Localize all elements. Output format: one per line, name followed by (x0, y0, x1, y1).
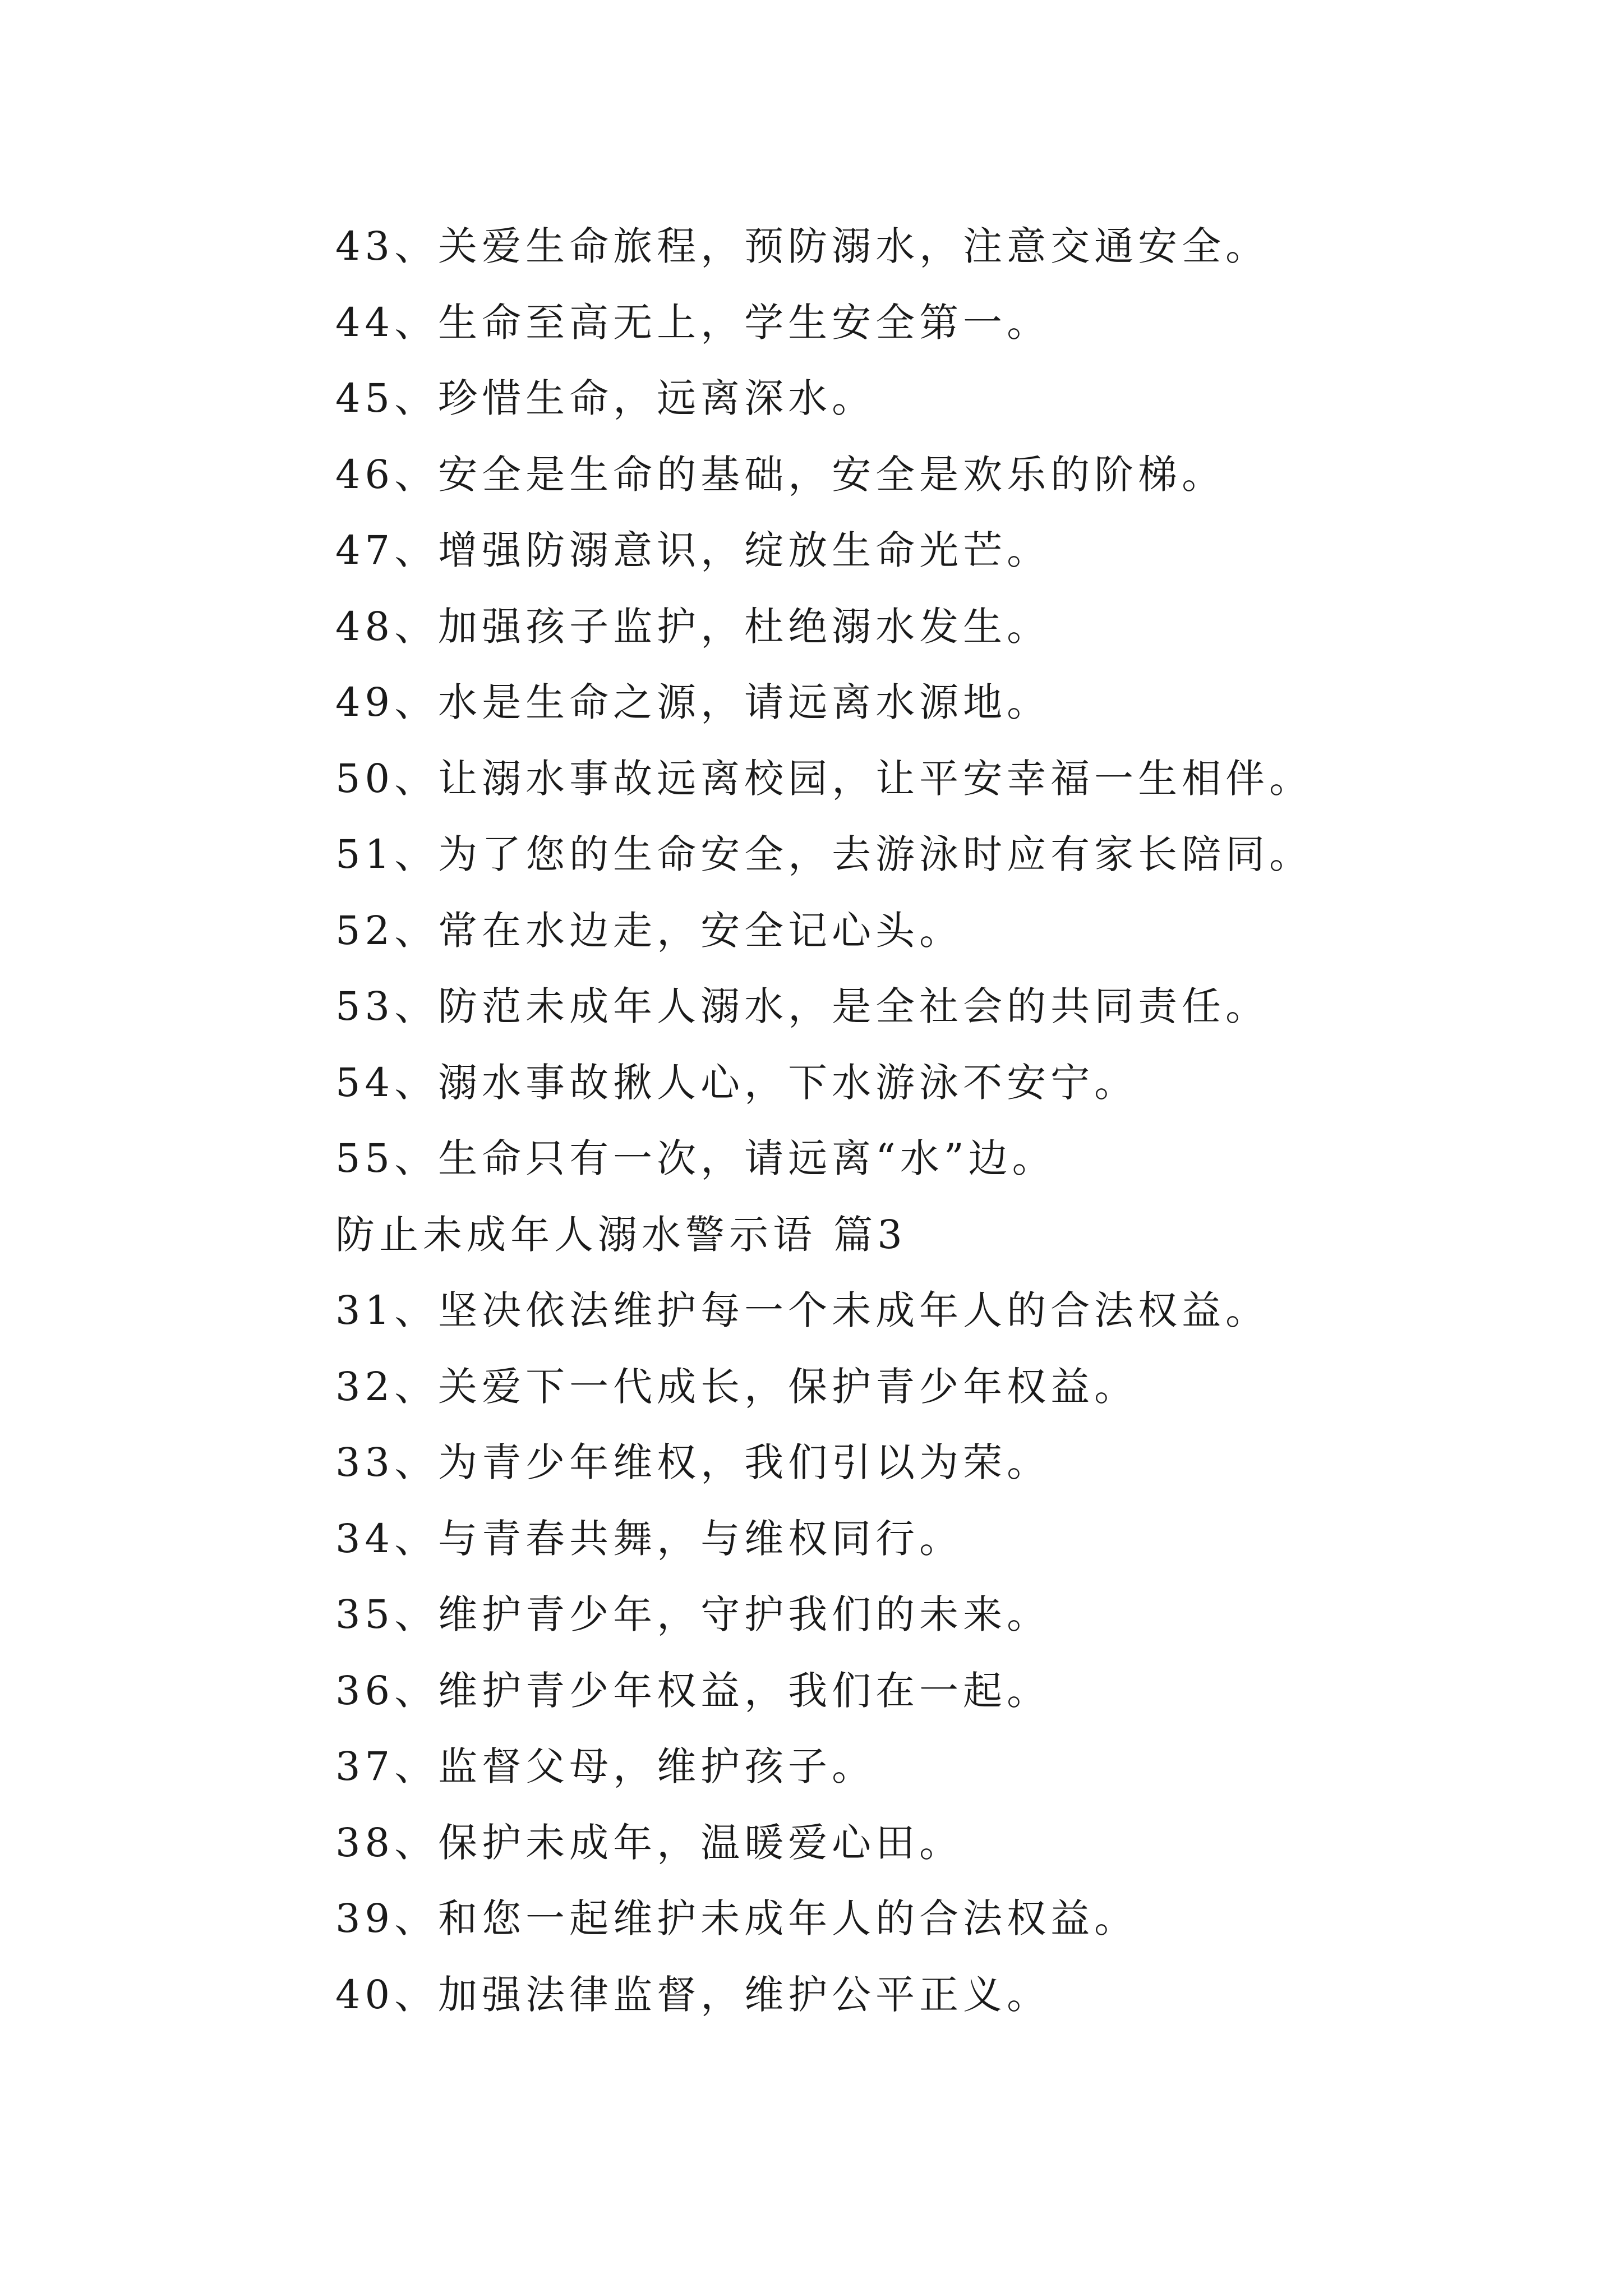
slogan-line-37: 37、监督父母，维护孩子。 (335, 1743, 876, 1789)
slogan-line-31: 31、坚决依法维护每一个未成年人的合法权益。 (335, 1287, 1270, 1333)
slogan-line-53: 53、防范未成年人溺水，是全社会的共同责任。 (335, 983, 1270, 1029)
slogan-line-33: 33、为青少年维权，我们引以为荣。 (335, 1439, 1051, 1485)
section-heading: 防止未成年人溺水警示语 篇3 (335, 1211, 907, 1258)
slogan-line-48: 48、加强孩子监护，杜绝溺水发生。 (335, 603, 1051, 650)
slogan-line-54: 54、溺水事故揪人心，下水游泳不安宁。 (335, 1059, 1138, 1106)
slogan-line-36: 36、维护青少年权益，我们在一起。 (335, 1667, 1051, 1714)
slogan-line-44: 44、生命至高无上，学生安全第一。 (335, 299, 1051, 346)
slogan-line-51: 51、为了您的生命安全，去游泳时应有家长陪同。 (335, 831, 1313, 877)
slogan-line-47: 47、增强防溺意识，绽放生命光芒。 (335, 527, 1051, 573)
slogan-line-32: 32、关爱下一代成长，保护青少年权益。 (335, 1363, 1138, 1410)
slogan-line-43: 43、关爱生命旅程，预防溺水，注意交通安全。 (335, 223, 1270, 269)
document-body (335, 209, 1513, 2033)
slogan-line-34: 34、与青春共舞，与维权同行。 (335, 1515, 963, 1562)
slogan-line-50: 50、让溺水事故远离校园，让平安幸福一生相伴。 (335, 755, 1313, 802)
slogan-line-35: 35、维护青少年，守护我们的未来。 (335, 1591, 1051, 1637)
slogan-line-52: 52、常在水边走，安全记心头。 (335, 907, 963, 954)
slogan-line-55: 55、生命只有一次，请远离“水”边。 (335, 1135, 1056, 1181)
slogan-line-45: 45、珍惜生命，远离深水。 (335, 375, 876, 421)
slogan-line-38: 38、保护未成年，温暖爱心田。 (335, 1819, 963, 1866)
slogan-line-39: 39、和您一起维护未成年人的合法权益。 (335, 1895, 1138, 1941)
slogan-line-46: 46、安全是生命的基础，安全是欢乐的阶梯。 (335, 451, 1226, 498)
slogan-line-49: 49、水是生命之源，请远离水源地。 (335, 679, 1051, 725)
slogan-line-40: 40、加强法律监督，维护公平正义。 (335, 1971, 1051, 2018)
